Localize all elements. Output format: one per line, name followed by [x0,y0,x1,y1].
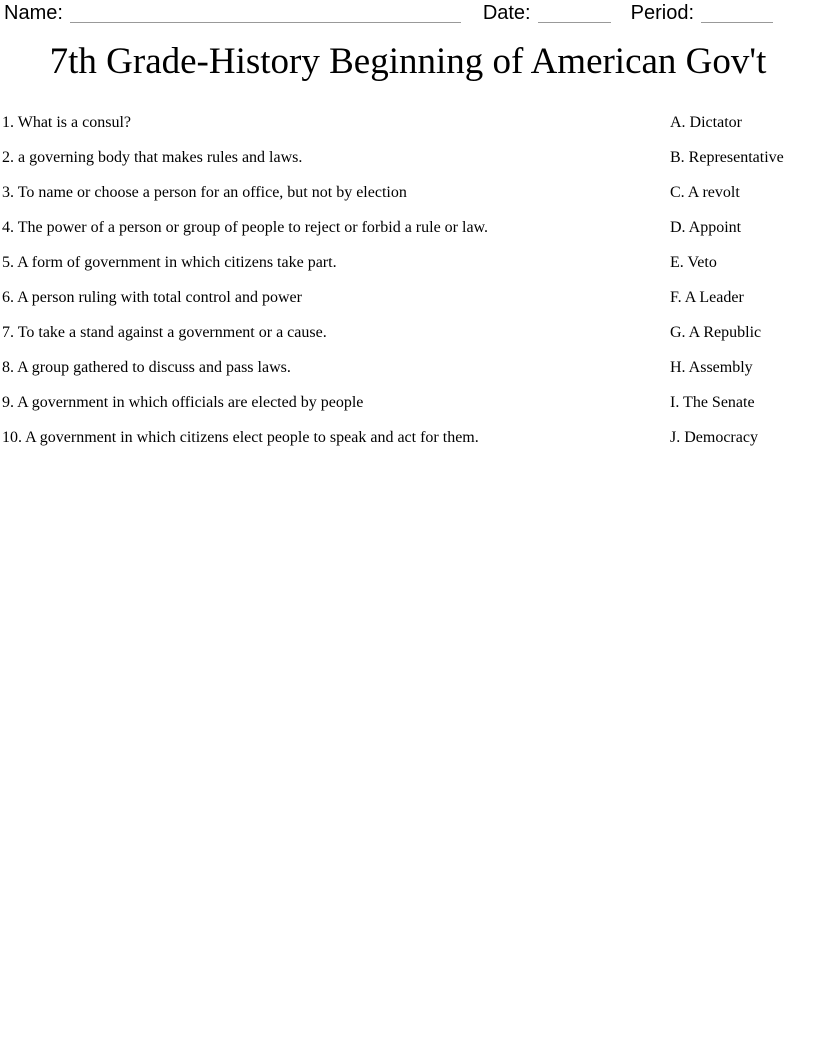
answer-item: I. The Senate [670,394,755,411]
matching-row [2,140,816,175]
matching-row [2,315,816,350]
question-item: 7. To take a stand against a government or a cause. [2,324,327,341]
matching-row [2,280,816,315]
matching-row [2,350,816,385]
answer-item: H. Assembly [670,359,753,376]
period-blank-line [701,2,773,23]
matching-row [2,210,816,245]
name-blank-line [70,2,461,23]
answer-item: A. Dictator [670,114,742,131]
question-item: 4. The power of a person or group of people to reject or forbid a rule or law. [2,219,489,236]
answer-item: D. Appoint [670,219,742,236]
question-item: 6. A person ruling with total control and power [2,289,302,306]
period-label: Period: [630,2,694,24]
answer-item: F. A Leader [670,289,744,306]
answer-item: E. Veto [670,254,717,271]
answer-item: J. Democracy [670,429,758,446]
matching-row [2,385,816,420]
matching-row [2,420,816,455]
question-item: 10. A government in which citizens elect people to speak and act for them. [2,429,479,446]
matching-row [2,245,816,280]
question-item: 3. To name or choose a person for an office, but not by election [2,184,407,201]
answer-item: G. A Republic [670,324,762,341]
worksheet-header [0,0,816,23]
question-item: 1. What is a consul? [2,114,132,131]
answer-item: C. A revolt [670,184,740,201]
date-blank-line [538,2,611,23]
question-item: 8. A group gathered to discuss and pass laws. [2,359,291,376]
matching-row [2,175,816,210]
answer-item: B. Representative [670,149,784,166]
name-label: Name: [4,2,63,24]
matching-row [2,105,816,140]
date-label: Date: [482,2,531,24]
question-item: 2. a governing body that makes rules and laws. [2,149,303,166]
matching-list [0,105,816,455]
question-item: 9. A government in which officials are elected by people [2,394,364,411]
worksheet-title: 7th Grade-History Beginning of American Gov't [49,41,767,82]
question-item: 5. A form of government in which citizens take part. [2,254,337,271]
